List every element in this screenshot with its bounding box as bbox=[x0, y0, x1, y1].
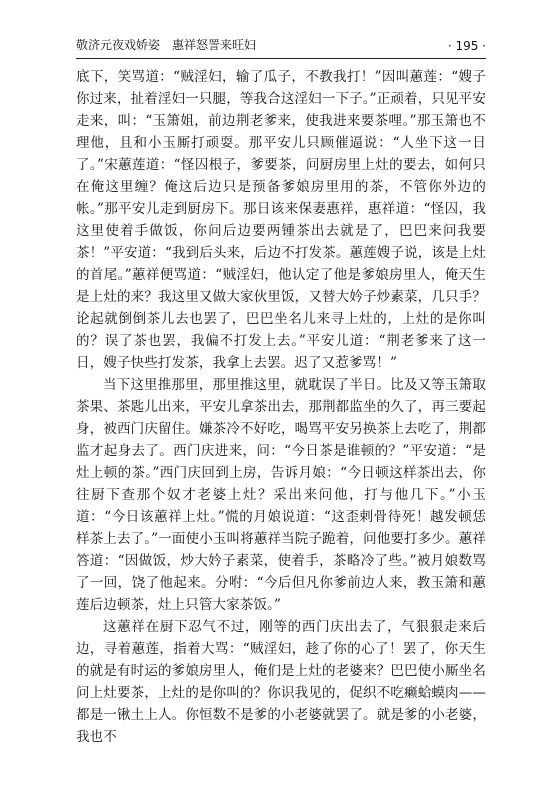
header-rule bbox=[76, 58, 486, 59]
paragraph-2: 当下这里推那里，那里推这里，就耽误了半日。比及又等玉箫取茶果、茶匙儿出来，平安儿拿茶出去，那荆都监坐的久了，再三要起身，被西门庆留住。嫌茶冷不好吃，喝骂平安另换茶上去吃了，荆都监才起身去了。西门庆进来，问：“今日茶是谁顿的？”平安道：“是灶上顿的茶。”西门庆回到上房，告诉月娘：“今日顿这样茶出去，你往厨下查那个奴才老婆上灶？采出来问他，打与他几下。”小玉道：“今日该蕙祥上灶。”慌的月娘说道：“这歪剌骨待死！越发顿恁样茶上去了。”一面使小玉叫将蕙祥当院子跪着，问他要打多少。蕙祥答道：“因做饭，炒大妗子素菜，使着手，茶略冷了些。”被月娘数骂了一回，饶了他起来。分咐：“今后但凡你爹前边人来，教玉箫和蕙莲后边顿茶，灶上只管大家茶饭。” bbox=[76, 377, 486, 613]
paragraph-3: 这蕙祥在厨下忍气不过，刚等的西门庆出去了，气狠狠走来后边，寻着蕙莲，指着大骂：“贼淫妇，趁了你的心了！罢了，你天生的就是有时运的爹娘房里人，俺们是上灶的老婆来？巴巴使小厮坐名问上灶要茶，上灶的是你叫的？你识我见的，促织不吃癞蛤蟆肉——都是一锹土上人。你恒数不是爹的小老婆就罢了。就是爹的小老婆，我也不 bbox=[76, 619, 486, 745]
paragraph-1: 底下，笑骂道：“贼淫妇，输了瓜子，不教我打！”因叫蕙莲：“嫂子你过来，扯着淫妇一只腿，等我合这淫妇一下子。”正顽着，只见平安走来，叫：“玉箫姐，前边荆老爹来，使我进来要茶哩。”那玉箫也不理他，且和小玉厮打顽耍。那平安儿只顾催逼说：“人坐下这一日了。”宋蕙莲道：“怪囚根子，爹要茶，问厨房里上灶的要去，如何只在俺这里缠？俺这后边只是预备爹娘房里用的茶，不管你外边的帐。”那平安儿走到厨房下。那日该来保妻惠祥，惠祥道：“怪囚，我这里使着手做饭，你问后边要两锺茶出去就是了，巴巴来问我要茶！”平安道：“我到后头来，后边不打发茶。蕙莲嫂子说，该是上灶的首尾。”蕙祥便骂道：“贼淫妇，他认定了他是爹娘房里人，俺天生是上灶的来？我这里又做大家伙里饭，又替大妗子炒素菜，几只手？论起就倒倒茶儿去也罢了，巴巴坐名儿来寻上灶的，上灶的是你叫的？误了茶也罢，我偏不打发上去。”平安儿道：“荆老爹来了这一日，嫂子快些打发茶，我拿上去罢。迟了又惹爹骂！” bbox=[76, 69, 486, 371]
page-number: · 195 · bbox=[447, 39, 486, 53]
running-header bbox=[76, 33, 486, 53]
chapter-title: 敬济元夜戏娇姿 bbox=[76, 38, 161, 52]
body-text bbox=[76, 66, 486, 775]
header-titles bbox=[76, 36, 256, 53]
section-title: 惠祥怒詈来旺妇 bbox=[172, 38, 257, 52]
